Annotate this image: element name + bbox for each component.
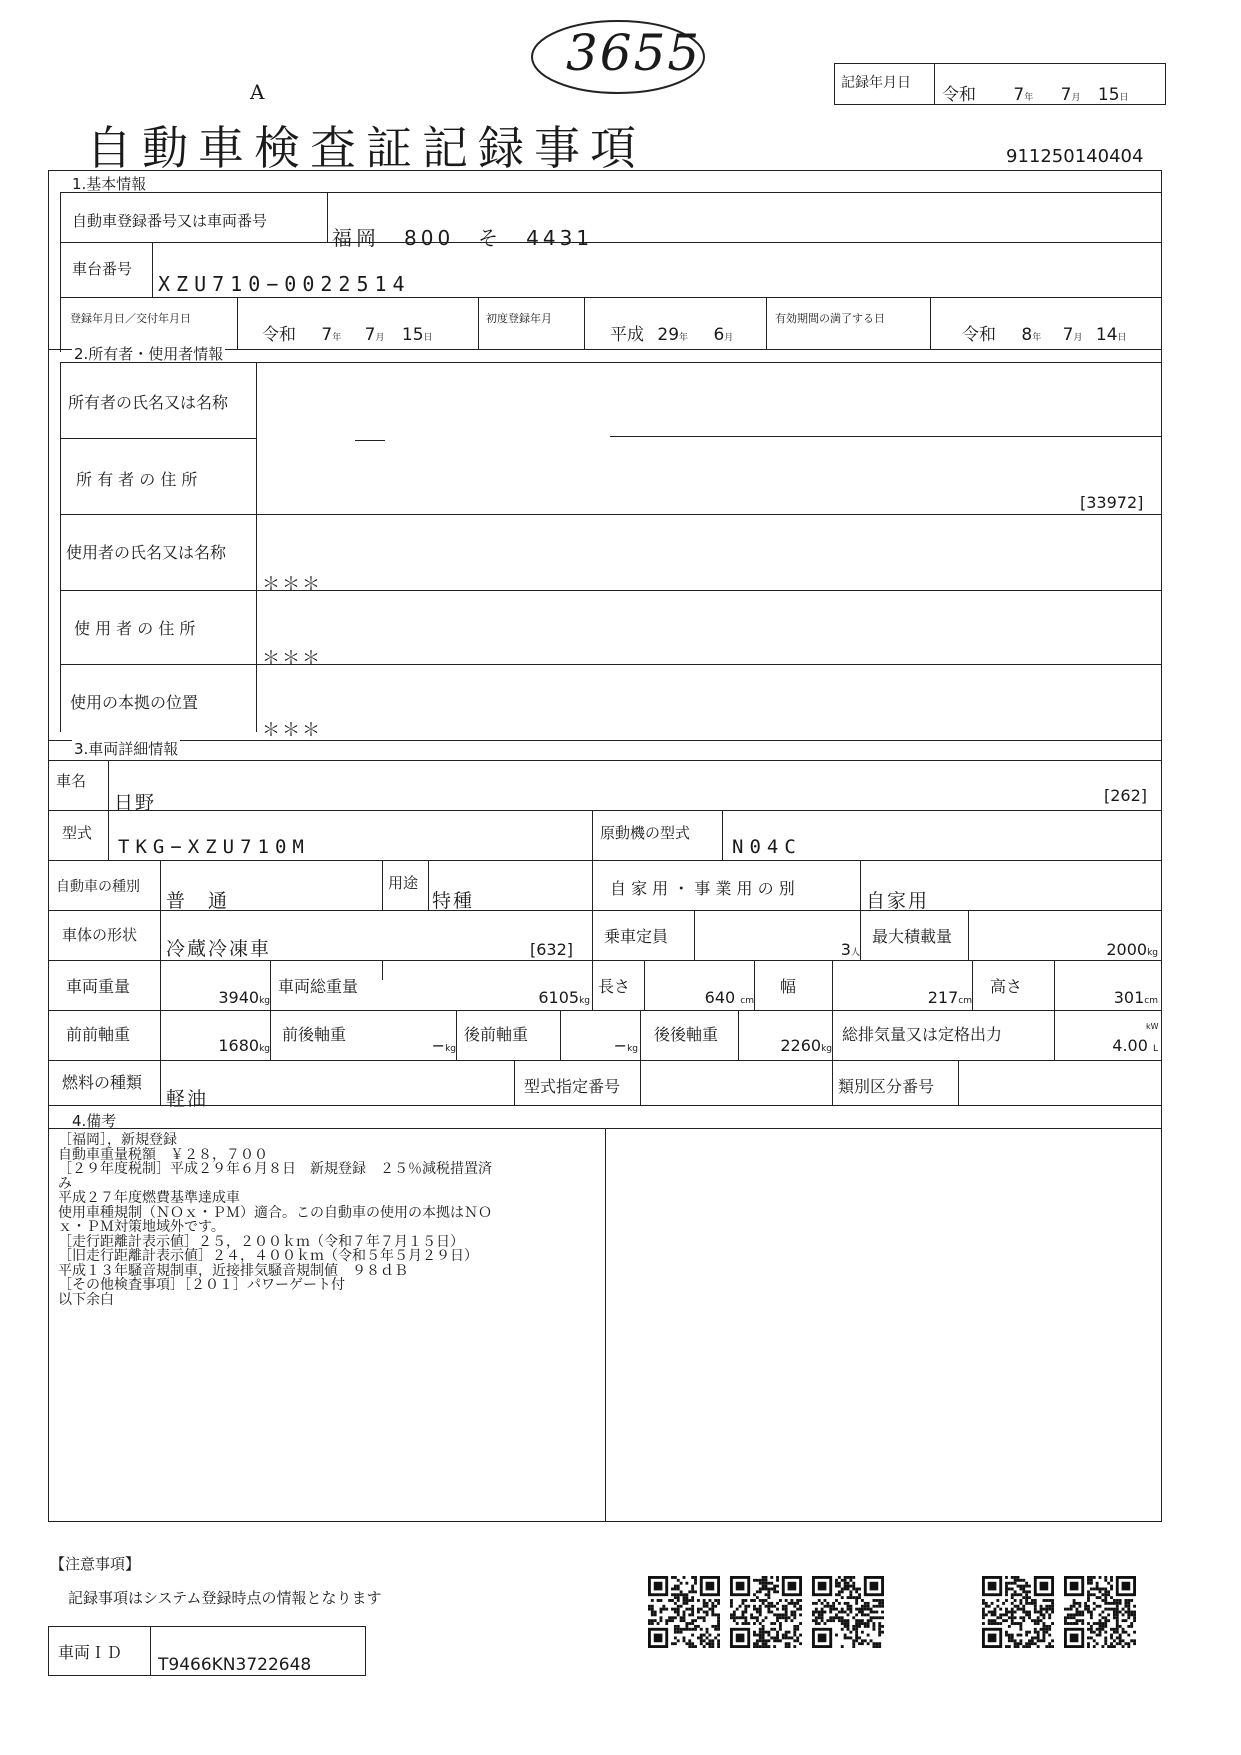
notice-text: 記録事項はシステム登録時点の情報となります <box>68 1589 382 1607</box>
remarks-line: 平成１３年騒音規制車，近接排気騒音規制値 ９８ｄＢ <box>58 1262 408 1279</box>
user-name-label: 使用者の氏名又は名称 <box>66 543 227 562</box>
displacement-value: 4.00 L <box>1112 1036 1158 1055</box>
chassis-number-label: 車台番号 <box>72 260 133 278</box>
model-label: 型式 <box>62 824 93 842</box>
displacement-unit-top: kW <box>1146 1022 1159 1031</box>
reg-number-value: 福岡 800 そ 4431 <box>332 226 594 250</box>
chassis-number-value: XZU710−0022514 <box>158 272 411 296</box>
vehicle-kind-value: 普 通 <box>166 890 230 912</box>
width-label: 幅 <box>780 977 797 996</box>
width-value: 217cm <box>927 988 972 1007</box>
qr-code-3 <box>812 1576 884 1652</box>
remarks-line: 使用車種規制（ＮＯｘ・ＰＭ）適合。この自動車の使用の本拠はＮＯ <box>58 1204 492 1221</box>
reg-date-value: 令和 7年 7月 15日 <box>262 325 433 345</box>
remarks-line: 以下余白 <box>58 1291 114 1308</box>
capacity-value: 3人 <box>840 940 860 959</box>
vehicle-weight-value: 3940kg <box>218 988 270 1007</box>
remarks-line: ｘ・ＰＭ対策地域外です。 <box>58 1219 225 1235</box>
use-label: 用途 <box>388 874 419 892</box>
height-value: 301cm <box>1113 988 1158 1007</box>
fuel-type-value: 軽油 <box>166 1088 209 1110</box>
vehicle-kind-label: 自動車の種別 <box>56 879 140 895</box>
first-reg-label: 初度登録年月 <box>486 312 552 325</box>
type-designation-label: 型式指定番号 <box>524 1077 621 1096</box>
section1-title: 1.基本情報 <box>72 175 147 193</box>
car-name-label: 車名 <box>56 772 87 790</box>
private-business-label: 自 家 用 ・ 事 業 用 の 別 <box>610 879 795 898</box>
rear-rear-axle-label: 後後軸重 <box>654 1025 719 1044</box>
remarks-line: ［福岡］，新規登録 <box>58 1132 177 1148</box>
rear-rear-axle-value: 2260kg <box>780 1036 832 1055</box>
section3-title: 3.車両詳細情報 <box>74 740 179 758</box>
body-shape-label: 車体の形状 <box>62 926 138 944</box>
front-front-axle-label: 前前軸重 <box>66 1025 131 1044</box>
section2-title: 2.所有者・使用者情報 <box>74 345 224 363</box>
owner-code: [33972] <box>1080 493 1144 512</box>
section4-title: 4.備考 <box>72 1112 117 1130</box>
max-load-label: 最大積載量 <box>872 927 953 946</box>
displacement-label: 総排気量又は定格出力 <box>842 1025 1003 1044</box>
remarks-line: 平成２７年度燃費基準達成車 <box>58 1190 240 1206</box>
private-business-value: 自家用 <box>866 890 930 912</box>
document-number: 911250140404 <box>1006 146 1144 167</box>
user-address-value: ＊＊＊ <box>262 648 322 669</box>
capacity-label: 乗車定員 <box>604 927 669 946</box>
owner-name-label: 所有者の氏名又は名称 <box>68 393 229 412</box>
gross-weight-label: 車両総重量 <box>278 977 359 996</box>
engine-model-label: 原動機の型式 <box>600 824 691 842</box>
record-date-label: 記録年月日 <box>841 75 911 91</box>
model-value: TKG−XZU710M <box>118 836 310 858</box>
owner-address-label: 所 有 者 の 住 所 <box>76 470 198 489</box>
remarks-line: 自動車重量税額 ￥２８，７００ <box>58 1146 268 1163</box>
record-date-value: 令和 7年 7月 15日 <box>942 85 1129 105</box>
body-shape-value: 冷蔵冷凍車 <box>166 938 272 960</box>
height-label: 高さ <box>990 977 1023 996</box>
engine-model-value: N04C <box>732 836 802 858</box>
handwritten-number: 3655 <box>566 24 702 82</box>
reg-date-label: 登録年月日／交付年月日 <box>70 312 191 325</box>
rear-front-axle-label: 後前軸重 <box>464 1025 529 1044</box>
length-label: 長さ <box>598 977 631 996</box>
car-name-value: 日野 <box>114 792 157 814</box>
fuel-type-label: 燃料の種類 <box>62 1073 143 1092</box>
first-reg-value: 平成 29年 6月 <box>610 325 734 345</box>
form-letter: A <box>250 80 265 104</box>
rear-front-axle-value: −kg <box>613 1036 638 1055</box>
vehicle-weight-label: 車両重量 <box>66 977 131 996</box>
remarks-line: ［その他検査事項］［２０１］パワーゲート付 <box>58 1277 345 1293</box>
qr-code-1 <box>648 1576 720 1652</box>
vehicle-id-label: 車両ＩＤ <box>58 1643 123 1662</box>
category-number-label: 類別区分番号 <box>838 1077 935 1096</box>
remarks-text <box>58 1133 492 1307</box>
remarks-line: ［２９年度税制］平成２９年６月８日 新規登録 ２５％減税措置済 <box>58 1161 492 1177</box>
base-location-value: ＊＊＊ <box>262 720 322 741</box>
gross-weight-value: 6105kg <box>538 988 590 1007</box>
reg-number-label: 自動車登録番号又は車両番号 <box>72 212 268 230</box>
car-name-code: [262] <box>1104 786 1148 805</box>
length-value: 640 cm <box>704 988 754 1007</box>
qr-code-4 <box>982 1576 1054 1652</box>
user-name-value: ＊＊＊ <box>262 574 322 595</box>
vehicle-id-value: T9466KN3722648 <box>158 1655 312 1675</box>
body-shape-code: [632] <box>530 940 574 959</box>
user-address-label: 使 用 者 の 住 所 <box>74 619 196 638</box>
use-value: 特種 <box>432 890 475 912</box>
front-rear-axle-value: −kg <box>431 1036 456 1055</box>
expiry-value: 令和 8年 7月 14日 <box>962 325 1127 345</box>
document-title: 自動車検査証記録事項 <box>86 121 646 175</box>
remarks-line: み <box>58 1175 72 1192</box>
remarks-line: ［走行距離計表示値］２５，２００ｋｍ（令和７年７月１５日） <box>58 1233 464 1250</box>
notice-title: 【注意事項】 <box>50 1555 141 1573</box>
front-rear-axle-label: 前後軸重 <box>282 1025 347 1044</box>
front-front-axle-value: 1680kg <box>218 1036 270 1055</box>
expiry-label: 有効期間の満了する日 <box>775 312 885 325</box>
max-load-value: 2000kg <box>1106 940 1158 959</box>
remarks-line: ［旧走行距離計表示値］２４，４００ｋｍ（令和５年５月２９日） <box>58 1248 478 1264</box>
base-location-label: 使用の本拠の位置 <box>70 693 199 712</box>
qr-code-2 <box>730 1576 802 1652</box>
qr-code-5 <box>1064 1576 1136 1652</box>
